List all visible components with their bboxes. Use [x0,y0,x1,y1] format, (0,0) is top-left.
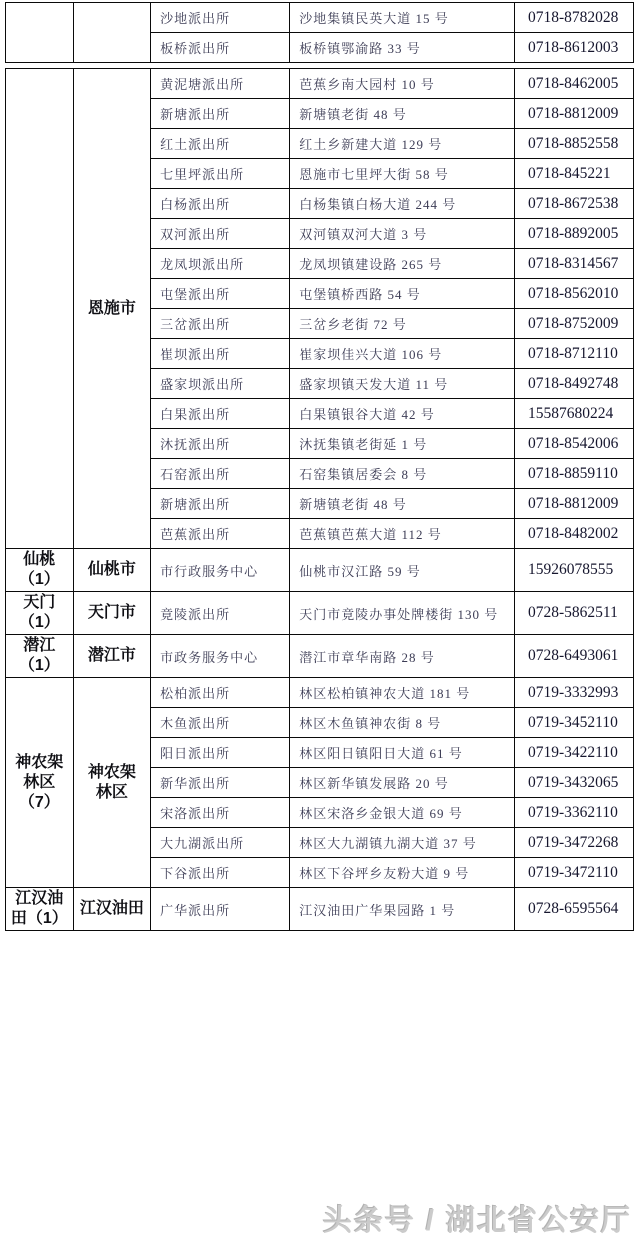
main-table-body [6,69,634,931]
station-cell: 新塘派出所 [151,99,290,129]
station-cell: 沙地派出所 [151,3,290,33]
table-row [6,888,634,931]
region-cell: 仙桃 （1） [6,549,74,592]
station-cell: 双河派出所 [151,219,290,249]
station-cell: 崔坝派出所 [151,339,290,369]
phone-cell: 0718-8812009 [515,99,634,129]
phone-cell: 0728-5862511 [515,592,634,635]
address-cell: 白杨集镇白杨大道 244 号 [290,189,515,219]
city-cell: 江汉油田 [73,888,151,931]
address-cell: 沐抚集镇老街延 1 号 [290,429,515,459]
table-row [6,635,634,678]
station-cell: 新华派出所 [151,768,290,798]
station-cell: 龙凤坝派出所 [151,249,290,279]
phone-cell: 0718-8314567 [515,249,634,279]
address-cell: 芭蕉乡南大园村 10 号 [290,69,515,99]
city-cell: 潜江市 [73,635,151,678]
station-cell: 市政务服务中心 [151,635,290,678]
address-cell: 恩施市七里坪大街 58 号 [290,159,515,189]
phone-cell: 0718-8782028 [515,3,634,33]
address-cell: 江汉油田广华果园路 1 号 [290,888,515,931]
phone-cell: 0718-8492748 [515,369,634,399]
phone-cell: 0718-8859110 [515,459,634,489]
station-cell: 芭蕉派出所 [151,519,290,549]
address-cell: 潜江市章华南路 28 号 [290,635,515,678]
station-cell: 盛家坝派出所 [151,369,290,399]
region-cell: 江汉油 田（1） [6,888,74,931]
station-cell: 广华派出所 [151,888,290,931]
address-cell: 新塘镇老街 48 号 [290,99,515,129]
station-cell: 阳日派出所 [151,738,290,768]
address-cell: 林区松柏镇神农大道 181 号 [290,678,515,708]
address-cell: 新塘镇老街 48 号 [290,489,515,519]
address-cell: 盛家坝镇天发大道 11 号 [290,369,515,399]
phone-cell: 0728-6493061 [515,635,634,678]
station-cell: 木鱼派出所 [151,708,290,738]
address-cell: 崔家坝佳兴大道 106 号 [290,339,515,369]
phone-cell: 0728-6595564 [515,888,634,931]
address-cell: 林区阳日镇阳日大道 61 号 [290,738,515,768]
station-cell: 黄泥塘派出所 [151,69,290,99]
region-cell [6,3,74,63]
address-cell: 白果镇银谷大道 42 号 [290,399,515,429]
address-cell: 双河镇双河大道 3 号 [290,219,515,249]
station-cell: 屯堡派出所 [151,279,290,309]
city-cell: 恩施市 [73,69,151,549]
phone-cell: 0718-8562010 [515,279,634,309]
station-cell: 市行政服务中心 [151,549,290,592]
table-row [6,549,634,592]
station-cell: 新塘派出所 [151,489,290,519]
table-row [6,678,634,708]
top-table-body [6,3,634,63]
station-cell: 宋洛派出所 [151,798,290,828]
phone-cell: 0718-8752009 [515,309,634,339]
station-cell: 白杨派出所 [151,189,290,219]
station-cell: 七里坪派出所 [151,159,290,189]
address-cell: 林区新华镇发展路 20 号 [290,768,515,798]
station-cell: 下谷派出所 [151,858,290,888]
phone-cell: 0718-8892005 [515,219,634,249]
city-cell [73,3,151,63]
phone-cell: 0719-3472110 [515,858,634,888]
phone-cell: 0719-3472268 [515,828,634,858]
city-cell: 神农架 林区 [73,678,151,888]
address-cell: 红土乡新建大道 129 号 [290,129,515,159]
address-cell: 屯堡镇桥西路 54 号 [290,279,515,309]
table-row [6,592,634,635]
station-cell: 板桥派出所 [151,33,290,63]
city-cell: 天门市 [73,592,151,635]
region-cell: 潜江 （1） [6,635,74,678]
phone-cell: 0718-8482002 [515,519,634,549]
address-cell: 林区下谷坪乡友粉大道 9 号 [290,858,515,888]
station-cell: 松柏派出所 [151,678,290,708]
region-cell: 天门 （1） [6,592,74,635]
city-cell: 仙桃市 [73,549,151,592]
address-cell: 仙桃市汉江路 59 号 [290,549,515,592]
phone-cell: 0718-8812009 [515,489,634,519]
phone-cell: 0719-3362110 [515,798,634,828]
main-table [5,68,634,931]
phone-cell: 0718-8462005 [515,69,634,99]
station-cell: 沐抚派出所 [151,429,290,459]
station-cell: 红土派出所 [151,129,290,159]
top-partial-table [5,2,634,63]
station-directory [5,2,637,931]
phone-cell: 0719-3432065 [515,768,634,798]
address-cell: 三岔乡老街 72 号 [290,309,515,339]
address-cell: 沙地集镇民英大道 15 号 [290,3,515,33]
address-cell: 芭蕉镇芭蕉大道 112 号 [290,519,515,549]
address-cell: 林区木鱼镇神农街 8 号 [290,708,515,738]
station-cell: 竟陵派出所 [151,592,290,635]
table-row [6,3,634,33]
station-cell: 白果派出所 [151,399,290,429]
region-cell [6,69,74,549]
station-cell: 石窑派出所 [151,459,290,489]
address-cell: 林区大九湖镇九湖大道 37 号 [290,828,515,858]
station-cell: 三岔派出所 [151,309,290,339]
phone-cell: 15926078555 [515,549,634,592]
phone-cell: 0718-845221 [515,159,634,189]
station-cell: 大九湖派出所 [151,828,290,858]
phone-cell: 0719-3422110 [515,738,634,768]
phone-cell: 0718-8852558 [515,129,634,159]
phone-cell: 0718-8712110 [515,339,634,369]
address-cell: 林区宋洛乡金银大道 69 号 [290,798,515,828]
address-cell: 天门市竟陵办事处牌楼街 130 号 [290,592,515,635]
address-cell: 龙凤坝镇建设路 265 号 [290,249,515,279]
region-cell: 神农架 林区 （7） [6,678,74,888]
address-cell: 石窑集镇居委会 8 号 [290,459,515,489]
toutiao-watermark: 头条号 / 湖北省公安厅 [322,1205,632,1237]
phone-cell: 0718-8672538 [515,189,634,219]
phone-cell: 0719-3452110 [515,708,634,738]
phone-cell: 0718-8612003 [515,33,634,63]
phone-cell: 0718-8542006 [515,429,634,459]
table-row [6,69,634,99]
phone-cell: 15587680224 [515,399,634,429]
phone-cell: 0719-3332993 [515,678,634,708]
address-cell: 板桥镇鄂渝路 33 号 [290,33,515,63]
